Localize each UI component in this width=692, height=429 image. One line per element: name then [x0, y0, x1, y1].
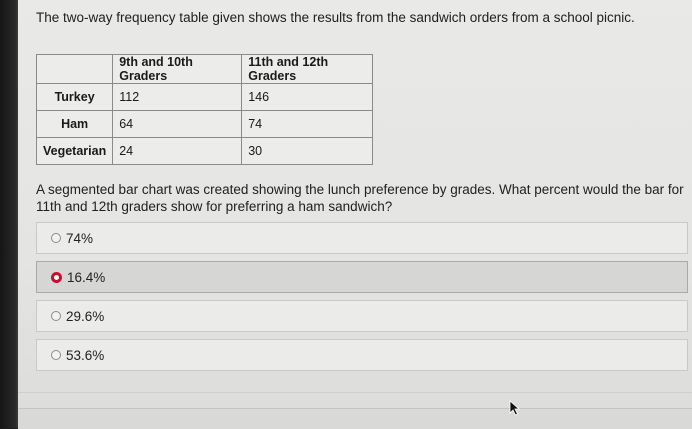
option-label: 74%: [66, 230, 94, 246]
table-header-row: [37, 55, 373, 84]
table-header-9-10: 9th and 10th Graders: [113, 55, 242, 84]
option-label: 16.4%: [67, 269, 106, 285]
table-cell: 30: [242, 138, 373, 165]
radio-button[interactable]: [51, 233, 61, 243]
table-cell: 146: [242, 84, 373, 111]
frequency-table: [36, 54, 373, 165]
prompt-text: A segmented bar chart was created showing the lunch preference by grades. What percent would the bar for 11th and 12th graders show for preferring a ham sandwich?: [36, 182, 684, 214]
table-cell: 64: [113, 111, 242, 138]
radio-button-selected[interactable]: [51, 272, 62, 283]
table-row: [37, 138, 373, 165]
answer-option-16-4[interactable]: [36, 261, 688, 293]
radio-button[interactable]: [51, 311, 61, 321]
table-cell: 74: [242, 111, 373, 138]
answer-option-29-6[interactable]: [36, 300, 688, 332]
option-label: 29.6%: [66, 308, 105, 324]
mouse-pointer-icon: [509, 400, 521, 416]
question-text: The two-way frequency table given shows the results from the sandwich orders from a school picnic.: [36, 10, 635, 25]
table-row: [37, 111, 373, 138]
table-header-11-12: 11th and 12th Graders: [242, 55, 373, 84]
option-label: 53.6%: [66, 347, 105, 363]
footer-divider: [18, 392, 692, 393]
radio-button[interactable]: [51, 350, 61, 360]
table-corner-cell: [37, 55, 113, 84]
table-cell: 24: [113, 138, 242, 165]
table-row: [37, 84, 373, 111]
question-screen: [18, 0, 692, 428]
table-row-label: Ham: [37, 111, 113, 138]
table-row-label: Turkey: [37, 84, 113, 111]
table-cell: 112: [113, 84, 242, 111]
answer-option-53-6[interactable]: [36, 339, 688, 371]
answer-option-74[interactable]: [36, 222, 688, 254]
table-row-label: Vegetarian: [37, 138, 113, 165]
footer-bar: [18, 408, 692, 429]
